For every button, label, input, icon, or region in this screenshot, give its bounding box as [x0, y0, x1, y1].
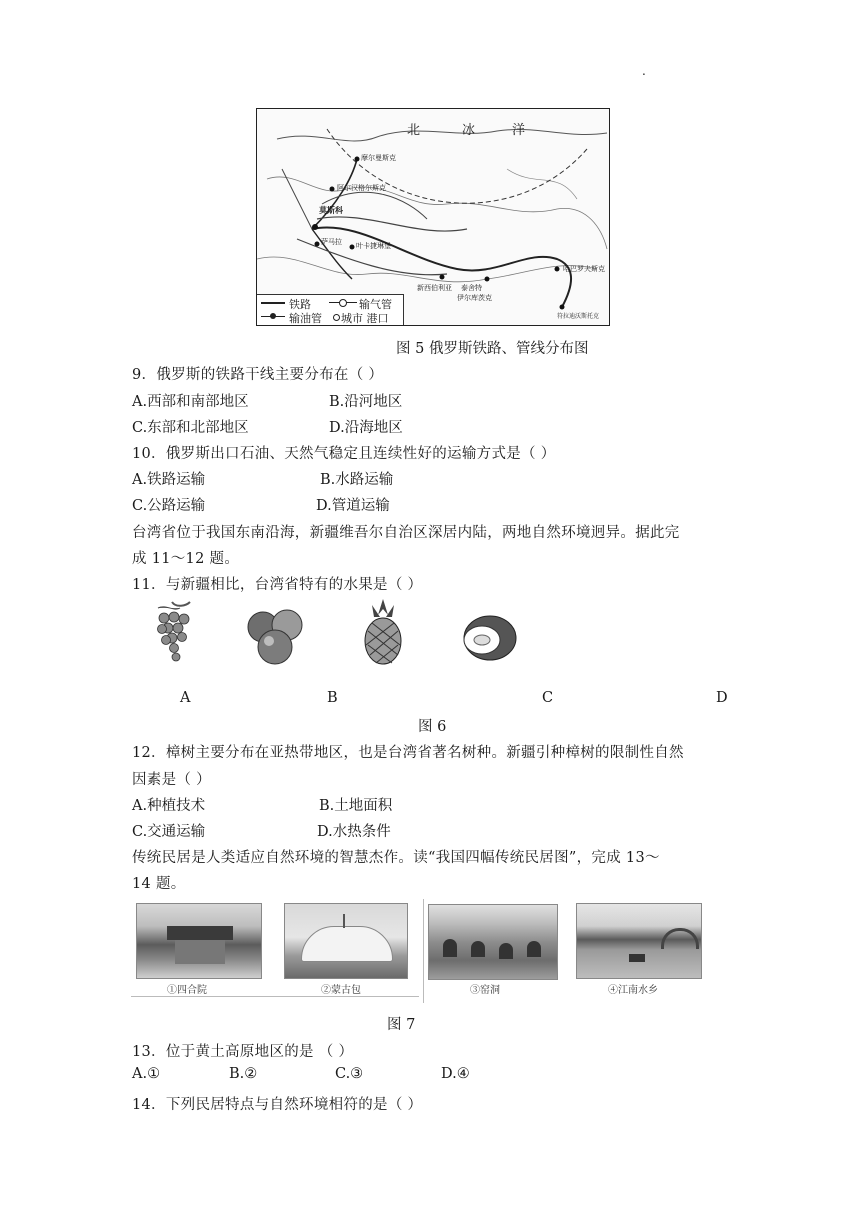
sea-label-north: 北 — [407, 123, 421, 138]
intro-11-12-line2: 成 11～12 题。 — [132, 551, 240, 567]
legend-city: 城市 港口 — [341, 312, 389, 325]
city-moscow: 莫斯科 — [319, 205, 343, 215]
cave-door-3 — [499, 943, 513, 959]
q11-label-b: B — [327, 690, 338, 706]
city-irkutsk: 伊尔库茨克 — [457, 294, 492, 302]
intro-13-14-line2: 14 题。 — [132, 876, 186, 892]
q10-option-c: C.公路运输 — [132, 498, 206, 514]
city-archangelsk: 阿尔汉格尔斯克 — [337, 184, 386, 192]
q11-stem: 11．与新疆相比，台湾省特有的水果是（ ） — [132, 577, 423, 593]
q12-stem-line2: 因素是（ ） — [132, 772, 211, 788]
yurt-body — [301, 926, 393, 962]
q9-option-c: C.东部和北部地区 — [132, 420, 249, 436]
city-icon — [333, 314, 340, 321]
city-taishet: 泰舍特 — [461, 284, 482, 292]
q11-label-c: C — [542, 690, 554, 706]
date-fruit-image — [458, 610, 520, 664]
q9-option-d: D.沿海地区 — [329, 420, 403, 436]
siheyuan-photo — [136, 903, 262, 979]
figure-5-caption: 图 5 俄罗斯铁路、管线分布图 — [396, 341, 589, 357]
boat — [629, 954, 645, 962]
yurt-pole — [343, 914, 345, 928]
legend-gas: 输气管 — [359, 298, 392, 311]
figure-6-caption: 图 6 — [418, 719, 447, 735]
q11-label-a: A — [180, 690, 191, 706]
q12-option-d: D.水热条件 — [317, 824, 391, 840]
cave-door-1 — [443, 939, 457, 957]
city-murmansk: 摩尔曼斯克 — [361, 154, 396, 162]
cave-door-2 — [471, 941, 485, 957]
legend-rail: 铁路 — [289, 298, 311, 311]
legend-oil: 输油管 — [289, 312, 322, 325]
city-novosibirsk: 新西伯利亚 — [417, 284, 452, 292]
q12-option-b: B.土地面积 — [319, 798, 393, 814]
russia-map — [256, 108, 610, 326]
rail-symbol — [261, 302, 285, 304]
q9-option-a: A.西部和南部地区 — [132, 394, 249, 410]
yurt-photo — [284, 903, 408, 979]
fig7-caption-1: ①四合院 — [167, 985, 207, 996]
q13-option-a: A.① — [132, 1066, 161, 1082]
cave-door-4 — [527, 941, 541, 957]
intro-11-12-line1: 台湾省位于我国东南沿海，新疆维吾尔自治区深居内陆，两地自然环境迥异。据此完 — [132, 525, 680, 541]
q12-option-c: C.交通运输 — [132, 824, 206, 840]
q10-option-b: B.水路运输 — [320, 472, 394, 488]
yaodong-photo — [428, 904, 558, 980]
q10-stem: 10．俄罗斯出口石油、天然气稳定且连续性好的运输方式是（ ） — [132, 446, 556, 462]
city-khabarovsk: 哈巴罗夫斯克 — [563, 265, 605, 273]
city-vladivostok: 符拉迪沃斯托克 — [557, 313, 600, 320]
siheyuan-roof — [167, 926, 233, 940]
city-samara: 萨马拉 — [321, 238, 342, 246]
sea-label-ice: 冰 — [462, 123, 476, 138]
gas-node-icon — [339, 299, 347, 307]
stone-bridge — [661, 928, 699, 949]
q9-option-b: B.沿河地区 — [329, 394, 403, 410]
fig7-caption-2: ②蒙古包 — [321, 985, 361, 996]
page-mark: . — [642, 64, 646, 78]
grapes-image — [146, 598, 202, 664]
q11-label-d: D — [716, 690, 728, 706]
q13-option-c: C.③ — [335, 1066, 364, 1082]
jiangnan-photo — [576, 903, 702, 979]
q13-option-d: D.④ — [441, 1066, 470, 1082]
pineapple-image — [362, 597, 404, 665]
q14-stem: 14．下列民居特点与自然环境相符的是（ ） — [132, 1097, 423, 1113]
intro-13-14-line1: 传统民居是人类适应自然环境的智慧杰作。读“我国四幅传统民居图”，完成 13～ — [132, 850, 660, 866]
fig7-caption-3: ③窑洞 — [470, 985, 500, 996]
apples-image — [243, 605, 309, 667]
fig7-divider — [423, 899, 424, 1003]
fig7-caption-4: ④江南水乡 — [608, 985, 658, 996]
q9-stem: 9．俄罗斯的铁路干线主要分布在（ ） — [132, 367, 384, 383]
q13-stem: 13．位于黄土高原地区的是 （ ） — [132, 1044, 354, 1060]
q10-option-d: D.管道运输 — [316, 498, 390, 514]
siheyuan-gate — [175, 940, 225, 964]
sea-label-ocean: 洋 — [512, 123, 526, 138]
figure-7-caption: 图 7 — [387, 1017, 416, 1033]
q12-stem-line1: 12．樟树主要分布在亚热带地区，也是台湾省著名树种。新疆引种樟树的限制性自然 — [132, 745, 684, 761]
city-yekaterinburg: 叶卡捷琳堡 — [356, 242, 391, 250]
q12-option-a: A.种植技术 — [132, 798, 206, 814]
oil-node-icon — [270, 313, 276, 319]
map-legend — [257, 294, 404, 325]
q13-option-b: B.② — [229, 1066, 258, 1082]
q10-option-a: A.铁路运输 — [132, 472, 206, 488]
